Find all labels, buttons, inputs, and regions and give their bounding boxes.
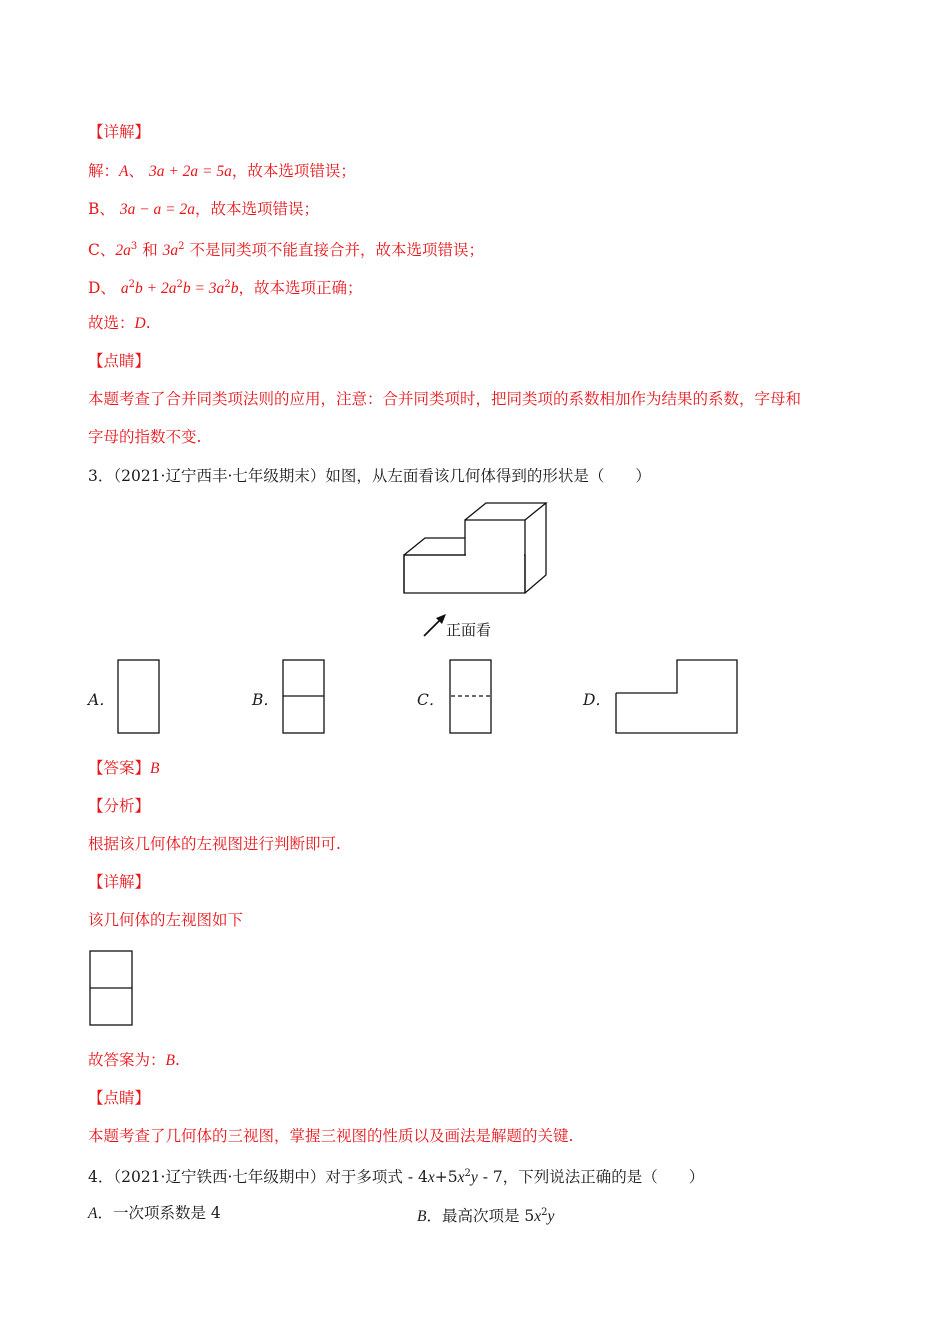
- solution-choice: [88, 313, 151, 334]
- q4-option-b: [417, 1203, 554, 1227]
- option-b-label: B．: [252, 691, 279, 709]
- q4-option-b-x: x: [534, 1208, 542, 1225]
- sol-d-math-4: b: [230, 280, 239, 297]
- q4-option-b-exp: 2: [541, 1207, 548, 1218]
- sol-a-prefix: 解：: [88, 162, 120, 180]
- sol-a-sep: 、: [128, 162, 144, 180]
- answer-header: 【答案】: [88, 759, 151, 777]
- left-view-figure: [89, 950, 135, 1028]
- q3-detail-header: 【详解】: [88, 873, 151, 891]
- sol-c-m1: 2a: [115, 242, 131, 259]
- sol-d-math-1-exp: 2: [128, 279, 135, 290]
- q4-stem: [88, 1164, 704, 1188]
- option-a-label: A．: [88, 691, 115, 709]
- sol-a-tail: ，故本选项错误；: [231, 162, 356, 180]
- option-b-figure: [282, 659, 326, 735]
- q4-option-b-letter: B: [417, 1208, 427, 1225]
- choice-tail: .: [145, 314, 151, 332]
- q4-option-a-letter: A: [88, 1205, 98, 1222]
- comment-line-2: 字母的指数不变.: [88, 428, 202, 446]
- sol-b-prefix: B、: [88, 200, 115, 218]
- q4-option-b-y: y: [547, 1208, 555, 1225]
- q4-stem-plus: +5: [434, 1168, 458, 1186]
- sol-d-math-3: b = 3a: [182, 280, 225, 297]
- sol-c-tail: 不是同类项不能直接合并，故本选项错误；: [189, 241, 484, 259]
- q4-stem-prefix: 4．（2021·辽宁铁西·七年级期中）对于多项式 - 4: [88, 1168, 428, 1186]
- option-c-figure: [449, 659, 493, 735]
- option-a-figure: [117, 659, 161, 735]
- sol-d-tail: ，故本选项正确；: [238, 279, 363, 297]
- sol-b-math: 3a − a = 2a: [119, 201, 195, 218]
- sol-c-m1-exp: 3: [130, 241, 138, 252]
- q3-detail-text: 该几何体的左视图如下: [88, 911, 244, 929]
- sol-b-tail: ，故本选项错误；: [195, 200, 320, 218]
- figure-label: 正面看: [446, 621, 492, 639]
- option-d-figure: [614, 658, 740, 736]
- option-d-label: D．: [583, 691, 611, 709]
- comment-header: 【点睛】: [88, 352, 151, 370]
- sol-c-m2-exp: 2: [178, 241, 185, 252]
- solid-figure-mask: [395, 495, 560, 605]
- sol-d-prefix: D、: [88, 279, 116, 297]
- sol-a-letter: A: [119, 163, 129, 180]
- choice-prefix: 故选：: [88, 314, 135, 332]
- sol-c-and: 和: [142, 241, 158, 259]
- q4-stem-x: x: [427, 1169, 435, 1186]
- q4-option-a: [88, 1203, 221, 1224]
- conclusion-tail: .: [174, 1051, 180, 1069]
- choice-letter: D: [134, 315, 146, 332]
- detail-header: 【详解】: [88, 123, 151, 141]
- sol-c-prefix: C、: [88, 241, 116, 259]
- comment-line-1: 本题考查了合并同类项法则的应用，注意：合并同类项时，把同类项的系数相加作为结果的系数，字母和: [88, 390, 802, 408]
- conclusion-prefix: 故答案为：: [88, 1051, 166, 1069]
- answer-value: B: [150, 760, 160, 777]
- q3-comment-header: 【点睛】: [88, 1089, 151, 1107]
- sol-c-m2: 3a: [162, 242, 179, 259]
- q3-conclusion: [88, 1050, 180, 1071]
- q3-stem: 3．（2021·辽宁西丰·七年级期末）如图，从左面看该几何体得到的形状是（ ）: [88, 467, 651, 485]
- analysis-text: 根据该几何体的左视图进行判断即可.: [88, 835, 341, 853]
- q4-stem-exp: 2: [464, 1168, 471, 1179]
- solution-b: [88, 199, 319, 220]
- sol-d-math-2-exp: 2: [176, 279, 183, 290]
- conclusion-letter: B: [165, 1052, 175, 1069]
- q3-answer: [88, 758, 159, 779]
- solution-c: [88, 237, 484, 261]
- option-c-label: C．: [417, 691, 445, 709]
- q4-option-a-text: ．一次项系数是 4: [97, 1204, 221, 1222]
- analysis-header: 【分析】: [88, 797, 151, 815]
- sol-a-math: 3a + 2a = 5a: [148, 163, 232, 180]
- sol-d-math-1: a: [120, 280, 129, 297]
- q4-option-b-text: ．最高次项是 5: [426, 1207, 535, 1225]
- q4-stem-tail: - 7，下列说法正确的是（ ）: [477, 1168, 705, 1186]
- q3-comment-text: 本题考查了几何体的三视图，掌握三视图的性质以及画法是解题的关键.: [88, 1127, 574, 1145]
- sol-d-math-2: b + 2a: [135, 280, 177, 297]
- sol-d-math-3-exp: 2: [224, 279, 231, 290]
- q4-stem-y: y: [470, 1169, 478, 1186]
- q4-stem-x2: x: [457, 1169, 465, 1186]
- solution-d: [88, 275, 362, 299]
- solution-a: [88, 161, 356, 182]
